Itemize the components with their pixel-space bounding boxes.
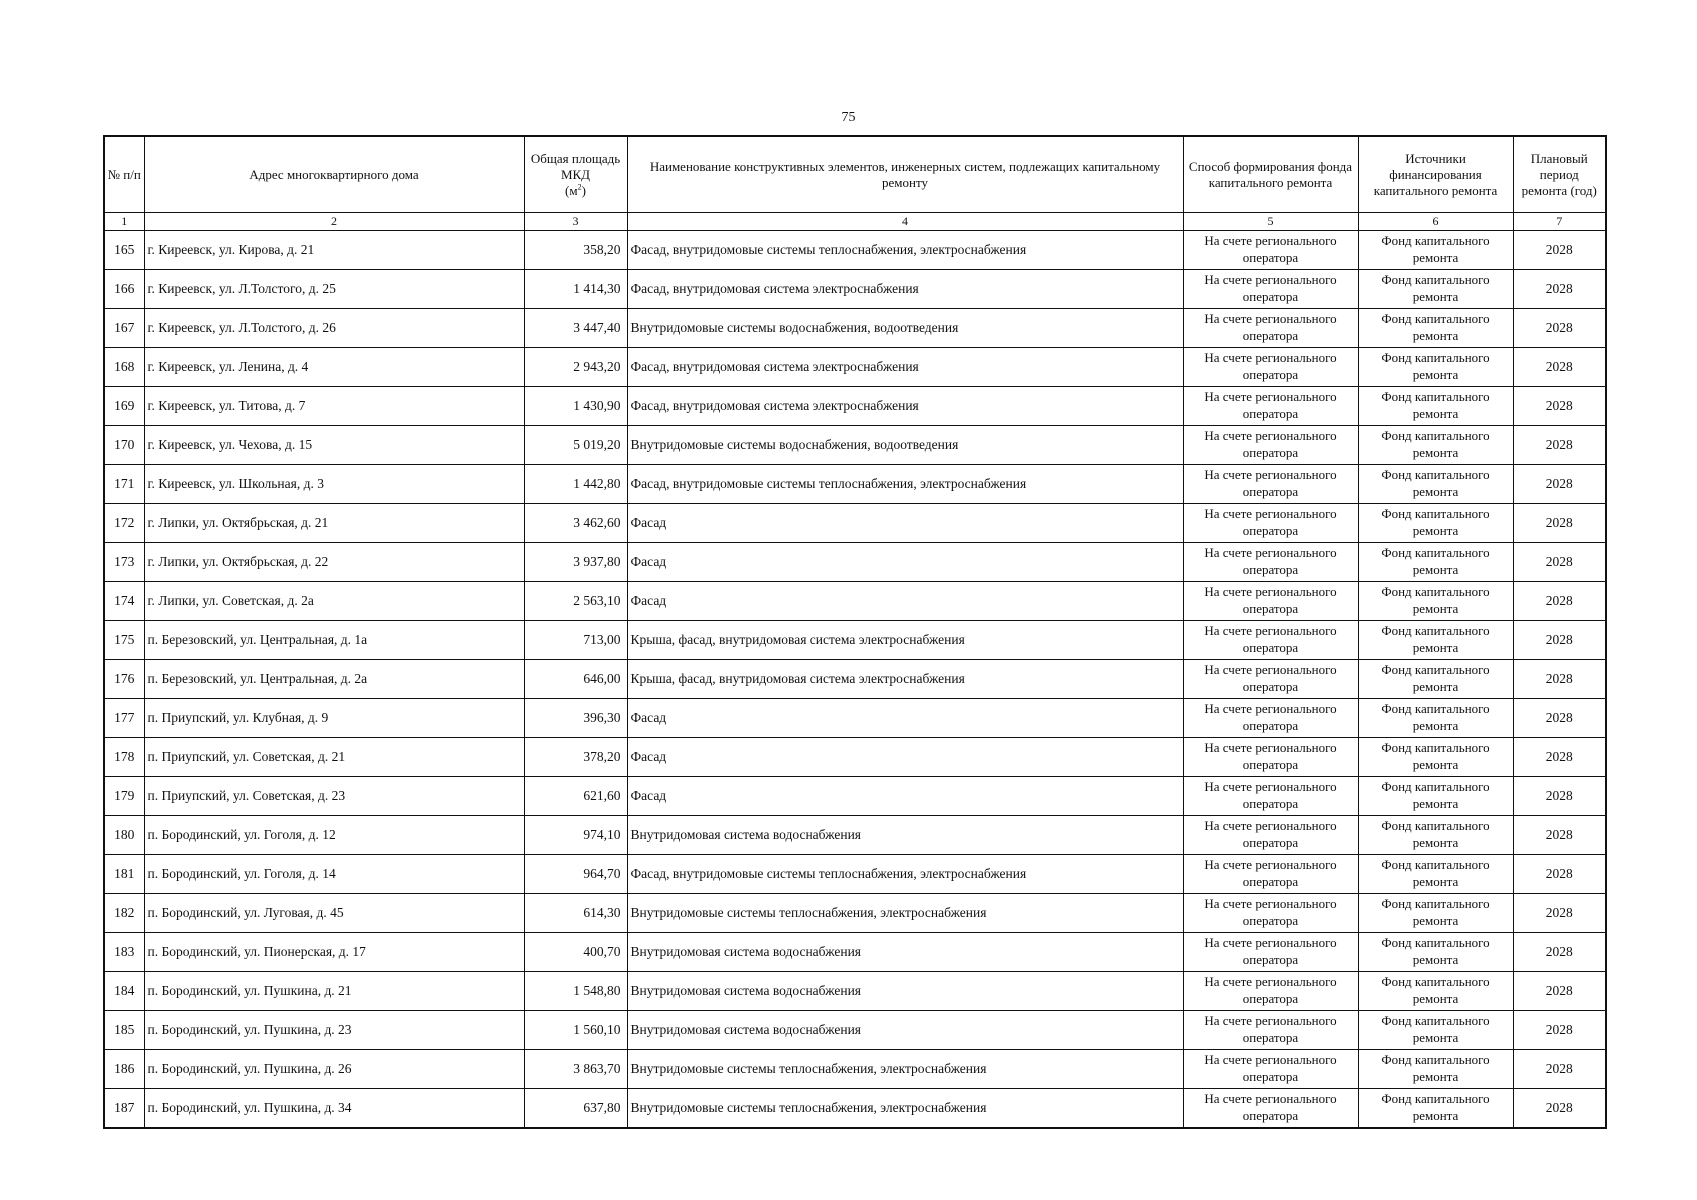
- row-year: 2028: [1513, 1089, 1606, 1129]
- row-elements: Фасад: [627, 543, 1183, 582]
- row-year: 2028: [1513, 387, 1606, 426]
- row-area: 1 442,80: [524, 465, 627, 504]
- table-row: [104, 426, 1606, 465]
- row-year: 2028: [1513, 894, 1606, 933]
- row-number: 187: [104, 1089, 144, 1129]
- row-year: 2028: [1513, 582, 1606, 621]
- row-year: 2028: [1513, 660, 1606, 699]
- row-method: На счете регионального оператора: [1183, 1089, 1358, 1129]
- row-area: 378,20: [524, 738, 627, 777]
- row-address: п. Березовский, ул. Центральная, д. 1а: [144, 621, 524, 660]
- table-row: [104, 855, 1606, 894]
- row-number: 172: [104, 504, 144, 543]
- row-method: На счете регионального оператора: [1183, 1050, 1358, 1089]
- row-method: На счете регионального оператора: [1183, 621, 1358, 660]
- row-number: 171: [104, 465, 144, 504]
- row-source: Фонд капитального ремонта: [1358, 816, 1513, 855]
- row-elements: Фасад, внутридомовые системы теплоснабжения, электроснабжения: [627, 465, 1183, 504]
- row-method: На счете регионального оператора: [1183, 699, 1358, 738]
- row-address: г. Киреевск, ул. Школьная, д. 3: [144, 465, 524, 504]
- row-elements: Внутридомовая система водоснабжения: [627, 1011, 1183, 1050]
- row-number: 169: [104, 387, 144, 426]
- row-method: На счете регионального оператора: [1183, 1011, 1358, 1050]
- row-address: п. Приупский, ул. Советская, д. 21: [144, 738, 524, 777]
- row-address: г. Киреевск, ул. Титова, д. 7: [144, 387, 524, 426]
- row-area: 3 937,80: [524, 543, 627, 582]
- row-source: Фонд капитального ремонта: [1358, 972, 1513, 1011]
- row-area: 358,20: [524, 231, 627, 270]
- row-elements: Внутридомовые системы теплоснабжения, электроснабжения: [627, 894, 1183, 933]
- row-source: Фонд капитального ремонта: [1358, 465, 1513, 504]
- row-method: На счете регионального оператора: [1183, 543, 1358, 582]
- row-method: На счете регионального оператора: [1183, 660, 1358, 699]
- row-number: 170: [104, 426, 144, 465]
- row-source: Фонд капитального ремонта: [1358, 660, 1513, 699]
- row-area: 1 560,10: [524, 1011, 627, 1050]
- row-source: Фонд капитального ремонта: [1358, 933, 1513, 972]
- row-method: На счете регионального оператора: [1183, 972, 1358, 1011]
- row-method: На счете регионального оператора: [1183, 855, 1358, 894]
- row-source: Фонд капитального ремонта: [1358, 348, 1513, 387]
- row-number: 186: [104, 1050, 144, 1089]
- row-source: Фонд капитального ремонта: [1358, 426, 1513, 465]
- row-number: 178: [104, 738, 144, 777]
- row-source: Фонд капитального ремонта: [1358, 387, 1513, 426]
- header-method: Способ формирования фонда капитального ремонта: [1183, 136, 1358, 213]
- row-address: г. Киреевск, ул. Кирова, д. 21: [144, 231, 524, 270]
- table-body: [104, 231, 1606, 1129]
- table-row: [104, 1011, 1606, 1050]
- row-elements: Фасад, внутридомовая система электроснабжения: [627, 387, 1183, 426]
- header-source: Источники финансирования капитального ремонта: [1358, 136, 1513, 213]
- table-row: [104, 1050, 1606, 1089]
- row-number: 185: [104, 1011, 144, 1050]
- row-address: г. Липки, ул. Советская, д. 2а: [144, 582, 524, 621]
- column-number: 7: [1513, 213, 1606, 231]
- row-area: 646,00: [524, 660, 627, 699]
- row-method: На счете регионального оператора: [1183, 582, 1358, 621]
- table-row: [104, 699, 1606, 738]
- table-row: [104, 933, 1606, 972]
- row-method: На счете регионального оператора: [1183, 465, 1358, 504]
- row-address: г. Липки, ул. Октябрьская, д. 21: [144, 504, 524, 543]
- row-number: 180: [104, 816, 144, 855]
- row-method: На счете регионального оператора: [1183, 816, 1358, 855]
- header-num: № п/п: [104, 136, 144, 213]
- row-address: г. Киреевск, ул. Л.Толстого, д. 25: [144, 270, 524, 309]
- row-source: Фонд капитального ремонта: [1358, 231, 1513, 270]
- row-source: Фонд капитального ремонта: [1358, 855, 1513, 894]
- row-year: 2028: [1513, 543, 1606, 582]
- row-number: 173: [104, 543, 144, 582]
- row-elements: Фасад: [627, 777, 1183, 816]
- row-area: 2 563,10: [524, 582, 627, 621]
- row-area: 713,00: [524, 621, 627, 660]
- table-row: [104, 777, 1606, 816]
- row-address: п. Бородинский, ул. Пушкина, д. 26: [144, 1050, 524, 1089]
- row-address: п. Бородинский, ул. Гоголя, д. 12: [144, 816, 524, 855]
- table-row: [104, 387, 1606, 426]
- table-row: [104, 1089, 1606, 1129]
- row-area: 1 414,30: [524, 270, 627, 309]
- row-elements: Фасад: [627, 504, 1183, 543]
- row-address: п. Бородинский, ул. Пушкина, д. 21: [144, 972, 524, 1011]
- column-number: 5: [1183, 213, 1358, 231]
- row-method: На счете регионального оператора: [1183, 231, 1358, 270]
- row-elements: Фасад, внутридомовые системы теплоснабжения, электроснабжения: [627, 231, 1183, 270]
- row-address: п. Бородинский, ул. Луговая, д. 45: [144, 894, 524, 933]
- row-area: 3 462,60: [524, 504, 627, 543]
- row-area: 974,10: [524, 816, 627, 855]
- table-row: [104, 738, 1606, 777]
- row-source: Фонд капитального ремонта: [1358, 309, 1513, 348]
- row-year: 2028: [1513, 231, 1606, 270]
- row-area: 2 943,20: [524, 348, 627, 387]
- column-number: 2: [144, 213, 524, 231]
- row-area: 400,70: [524, 933, 627, 972]
- row-method: На счете регионального оператора: [1183, 777, 1358, 816]
- table-row: [104, 816, 1606, 855]
- row-elements: Фасад: [627, 582, 1183, 621]
- table-row: [104, 270, 1606, 309]
- row-source: Фонд капитального ремонта: [1358, 1011, 1513, 1050]
- row-method: На счете регионального оператора: [1183, 309, 1358, 348]
- row-elements: Внутридомовая система водоснабжения: [627, 972, 1183, 1011]
- row-source: Фонд капитального ремонта: [1358, 270, 1513, 309]
- row-year: 2028: [1513, 270, 1606, 309]
- row-source: Фонд капитального ремонта: [1358, 777, 1513, 816]
- row-elements: Фасад: [627, 699, 1183, 738]
- row-source: Фонд капитального ремонта: [1358, 894, 1513, 933]
- row-year: 2028: [1513, 465, 1606, 504]
- row-number: 168: [104, 348, 144, 387]
- row-year: 2028: [1513, 738, 1606, 777]
- row-year: 2028: [1513, 621, 1606, 660]
- table-row: [104, 894, 1606, 933]
- row-address: г. Киреевск, ул. Ленина, д. 4: [144, 348, 524, 387]
- row-elements: Внутридомовая система водоснабжения: [627, 933, 1183, 972]
- table-row: [104, 465, 1606, 504]
- row-source: Фонд капитального ремонта: [1358, 1089, 1513, 1129]
- row-method: На счете регионального оператора: [1183, 426, 1358, 465]
- row-address: п. Приупский, ул. Советская, д. 23: [144, 777, 524, 816]
- header-area-label: Общая площадь МКД: [530, 150, 621, 182]
- row-source: Фонд капитального ремонта: [1358, 1050, 1513, 1089]
- row-year: 2028: [1513, 777, 1606, 816]
- row-area: 1 548,80: [524, 972, 627, 1011]
- row-source: Фонд капитального ремонта: [1358, 582, 1513, 621]
- row-elements: Внутридомовые системы водоснабжения, водоотведения: [627, 426, 1183, 465]
- row-number: 184: [104, 972, 144, 1011]
- column-number: 3: [524, 213, 627, 231]
- table-row: [104, 309, 1606, 348]
- row-method: На счете регионального оператора: [1183, 894, 1358, 933]
- row-elements: Фасад, внутридомовые системы теплоснабжения, электроснабжения: [627, 855, 1183, 894]
- row-address: г. Киреевск, ул. Чехова, д. 15: [144, 426, 524, 465]
- table-row: [104, 231, 1606, 270]
- row-number: 181: [104, 855, 144, 894]
- row-number: 165: [104, 231, 144, 270]
- row-area: 396,30: [524, 699, 627, 738]
- row-year: 2028: [1513, 699, 1606, 738]
- row-year: 2028: [1513, 504, 1606, 543]
- header-address: Адрес многоквартирного дома: [144, 136, 524, 213]
- row-number: 182: [104, 894, 144, 933]
- row-address: г. Липки, ул. Октябрьская, д. 22: [144, 543, 524, 582]
- row-area: 637,80: [524, 1089, 627, 1129]
- row-area: 3 863,70: [524, 1050, 627, 1089]
- row-address: п. Березовский, ул. Центральная, д. 2а: [144, 660, 524, 699]
- row-number: 177: [104, 699, 144, 738]
- row-area: 5 019,20: [524, 426, 627, 465]
- row-source: Фонд капитального ремонта: [1358, 504, 1513, 543]
- repair-program-table: [103, 135, 1607, 1129]
- row-elements: Внутридомовые системы теплоснабжения, электроснабжения: [627, 1089, 1183, 1129]
- column-number: 6: [1358, 213, 1513, 231]
- page-number: 75: [841, 110, 856, 125]
- row-source: Фонд капитального ремонта: [1358, 543, 1513, 582]
- row-address: г. Киреевск, ул. Л.Толстого, д. 26: [144, 309, 524, 348]
- column-number: 1: [104, 213, 144, 231]
- header-row: [104, 136, 1606, 213]
- row-elements: Крыша, фасад, внутридомовая система электроснабжения: [627, 621, 1183, 660]
- header-period: Плановый период ремонта (год): [1513, 136, 1606, 213]
- row-number: 166: [104, 270, 144, 309]
- row-year: 2028: [1513, 933, 1606, 972]
- header-elements: Наименование конструктивных элементов, инженерных систем, подлежащих капитальному ремонту: [627, 136, 1183, 213]
- row-elements: Фасад, внутридомовая система электроснабжения: [627, 348, 1183, 387]
- row-year: 2028: [1513, 1011, 1606, 1050]
- row-address: п. Бородинский, ул. Пушкина, д. 34: [144, 1089, 524, 1129]
- column-number: 4: [627, 213, 1183, 231]
- table-row: [104, 348, 1606, 387]
- row-source: Фонд капитального ремонта: [1358, 621, 1513, 660]
- row-method: На счете регионального оператора: [1183, 933, 1358, 972]
- table-row: [104, 972, 1606, 1011]
- row-elements: Внутридомовые системы водоснабжения, водоотведения: [627, 309, 1183, 348]
- row-area: 964,70: [524, 855, 627, 894]
- row-source: Фонд капитального ремонта: [1358, 738, 1513, 777]
- table-row: [104, 582, 1606, 621]
- table-row: [104, 543, 1606, 582]
- row-year: 2028: [1513, 855, 1606, 894]
- row-elements: Внутридомовая система водоснабжения: [627, 816, 1183, 855]
- row-address: п. Бородинский, ул. Пушкина, д. 23: [144, 1011, 524, 1050]
- row-method: На счете регионального оператора: [1183, 348, 1358, 387]
- row-number: 179: [104, 777, 144, 816]
- table-row: [104, 621, 1606, 660]
- row-year: 2028: [1513, 426, 1606, 465]
- row-number: 183: [104, 933, 144, 972]
- row-method: На счете регионального оператора: [1183, 270, 1358, 309]
- header-area: [524, 136, 627, 213]
- row-year: 2028: [1513, 1050, 1606, 1089]
- table-row: [104, 660, 1606, 699]
- row-method: На счете регионального оператора: [1183, 387, 1358, 426]
- row-address: п. Приупский, ул. Клубная, д. 9: [144, 699, 524, 738]
- row-area: 614,30: [524, 894, 627, 933]
- row-number: 175: [104, 621, 144, 660]
- row-number: 174: [104, 582, 144, 621]
- row-address: п. Бородинский, ул. Гоголя, д. 14: [144, 855, 524, 894]
- row-elements: Фасад: [627, 738, 1183, 777]
- row-year: 2028: [1513, 309, 1606, 348]
- row-source: Фонд капитального ремонта: [1358, 699, 1513, 738]
- row-elements: Внутридомовые системы теплоснабжения, электроснабжения: [627, 1050, 1183, 1089]
- row-number: 167: [104, 309, 144, 348]
- row-method: На счете регионального оператора: [1183, 504, 1358, 543]
- row-year: 2028: [1513, 972, 1606, 1011]
- row-method: На счете регионального оператора: [1183, 738, 1358, 777]
- row-elements: Фасад, внутридомовая система электроснабжения: [627, 270, 1183, 309]
- row-year: 2028: [1513, 816, 1606, 855]
- header-area-unit: $(м^2)$: [565, 182, 586, 198]
- row-area: 1 430,90: [524, 387, 627, 426]
- row-area: 3 447,40: [524, 309, 627, 348]
- row-elements: Крыша, фасад, внутридомовая система электроснабжения: [627, 660, 1183, 699]
- row-number: 176: [104, 660, 144, 699]
- row-area: 621,60: [524, 777, 627, 816]
- row-year: 2028: [1513, 348, 1606, 387]
- row-address: п. Бородинский, ул. Пионерская, д. 17: [144, 933, 524, 972]
- column-number-row: [104, 213, 1606, 231]
- table-row: [104, 504, 1606, 543]
